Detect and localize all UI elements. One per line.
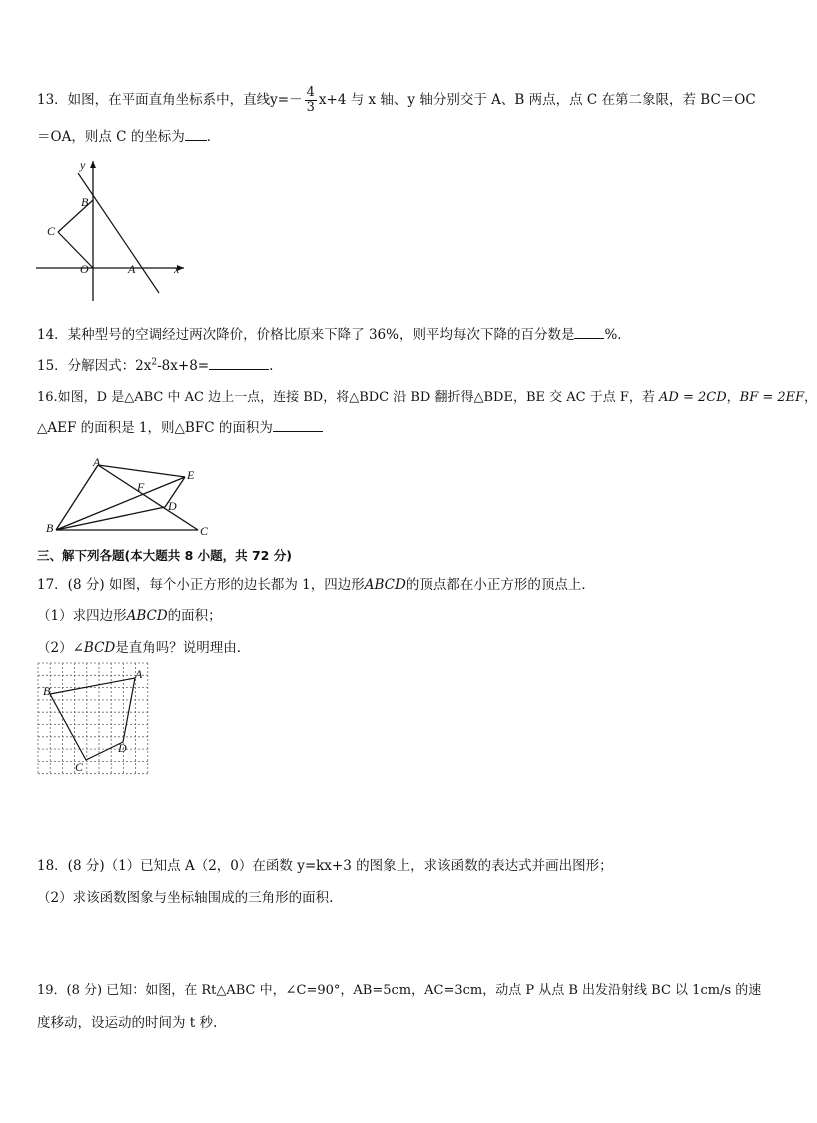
q14-answer-blank[interactable] [574,325,604,339]
q16-seg-ba [56,465,98,530]
q14-text: 14．某种型号的空调经过两次降价，价格比原来下降了 36%，则平均每次下降的百分数是 [37,327,575,343]
q17-sub2-b: 是直角吗？说明理由． [115,640,251,656]
q16-label-b: B [46,521,54,535]
q17-sub1-b: 的面积； [167,608,222,624]
q13-line2-end: ． [206,129,221,145]
q18-line1: 18．(8 分)（1）已知点 A（2，0）在函数 y=kx+3 的图象上，求该函数的表达式并画出图形； [37,858,613,874]
q17-label-c: C [75,760,84,774]
q13-y-arrow [90,161,96,168]
q16-label-a: A [93,455,101,469]
q13-line1 [37,86,756,115]
q16-figure [40,455,240,540]
q15-sup: 2 [151,357,158,368]
q13-answer-blank[interactable] [185,127,207,141]
q14-end: %． [604,327,631,343]
q13-line-ab [78,173,159,293]
q13-frac-num: 4 [306,85,315,100]
q16-seg-be [56,477,185,530]
q17-quad: ABCD [364,577,406,593]
q15-suffix: -8x+8= [157,358,210,374]
q16-seg-ae [98,465,185,477]
q13-fraction [305,86,317,115]
q16-label-c: C [200,524,209,538]
q17-label-d: D [118,741,127,755]
q13-label-a: A [128,262,136,276]
q13-label-o: O [80,262,89,276]
q19-line1: 19．(8 分) 已知：如图，在 Rt△ABC 中，∠C=90°，AB=5cm，AC=3cm，动点 P 从点 B 出发沿射线 BC 以 1cm/s 的速 [37,983,762,998]
q16-line1-end: ， [804,390,817,405]
q19-line2: 度移动，设运动的时间为 t 秒. [37,1015,218,1031]
q16-seg-ac [98,465,198,530]
q16-label-d: D [168,499,177,513]
q17-sub2-angle: ∠BCD [72,640,116,656]
q16-answer-blank[interactable] [273,418,323,432]
q17-sub2-a: （2） [37,640,73,656]
q13-frac-den: 3 [306,100,315,115]
q17-text-b: 的顶点都在小正方形的顶点上． [405,577,595,593]
q17-sub1-quad: ABCD [126,608,168,624]
q16-text1: 16.如图，D 是△ABC 中 AC 边上一点，连接 BD，将△BDC 沿 BD 翻折得△BDE，BE 交 AC 于点 F，若 [37,390,655,405]
q13-label-b: B [81,195,89,209]
q17-grid-lines [38,663,148,774]
q16-sep: ， [726,390,740,405]
q14-line [37,323,631,343]
q17-sub2 [37,636,250,656]
q17-sub1-a: （1）求四边形 [37,608,127,624]
q17-text-a: 17．(8 分) 如图，每个小正方形的边长都为 1，四边形 [37,577,365,593]
q16-line1 [37,386,817,405]
q13-figure [34,155,194,305]
q17-label-a: A [135,667,143,681]
q15-line [37,354,273,374]
q16-label-e: E [187,468,195,482]
q15-prefix: 15．分解因式：2x [37,358,152,374]
q13-text-part2: x+4 与 x 轴、y 轴分别交于 A、B 两点，点 C 在第二象限，若 BC＝OC [318,92,756,108]
q18-line2: （2）求该函数图象与坐标轴围成的三角形的面积. [37,890,334,906]
q16-label-f: F [137,480,145,494]
q16-seg-bd [56,507,165,530]
q17-label-b: B [43,684,51,698]
section3-title: 三、解下列各题(本大题共 8 小题，共 72 分) [37,548,292,563]
q13-label-x: x [174,262,180,276]
q15-answer-blank[interactable] [209,356,269,370]
q16-cond2: BF = 2EF [739,390,805,405]
q13-line2-text: ＝OA，则点 C 的坐标为 [37,129,185,145]
q17-line1 [37,573,595,593]
q16-text2: △AEF 的面积是 1，则△BFC 的面积为 [37,420,273,436]
q16-cond1: AD = 2CD [659,390,727,405]
q16-line2 [37,416,323,436]
q13-label-c: C [47,224,56,238]
q13-line2 [37,125,220,145]
q17-grid-figure [37,662,153,776]
q13-text-part1: 13．如图，在平面直角坐标系中，直线y=－ [37,92,303,108]
q15-end: . [269,358,274,374]
q13-label-y: y [80,158,86,172]
q17-sub1 [37,604,222,624]
